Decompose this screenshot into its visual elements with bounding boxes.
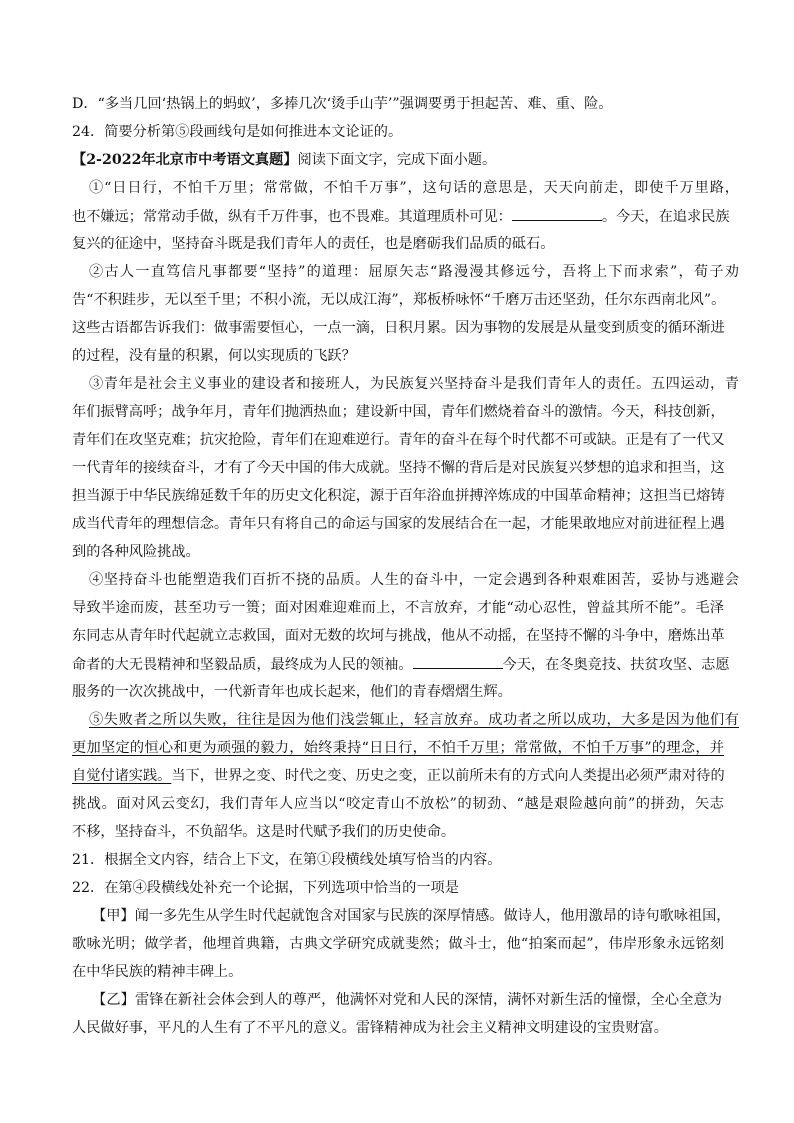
- para4-line1: ④坚持奋斗也能塑造我们百折不挠的品质。人生的奋斗中，一定会遇到各种艰难困苦，妥协与逃避会: [89, 572, 739, 588]
- para2-line4: 的过程，没有量的积累，何以实现质的飞跃？: [72, 348, 356, 364]
- para4-line3: 东同志从青年时代起就立志救国，面对无数的坎坷与挑战，他从不动摇，在坚持不懈的斗争中，磨炼出革: [72, 628, 725, 644]
- para5-line1: ⑤失败者之所以失败，往往是因为他们浅尝辄止，轻言放弃。成功者之所以成功，大多是因为他们有: [89, 712, 739, 728]
- para5-line2: 更加坚定的恒心和更为顽强的毅力，始终秉持“日日行，不怕千万里；常常做，不怕千万事”的理念，并: [72, 740, 724, 756]
- para3-line1: ③青年是社会主义事业的建设者和接班人，为民族复兴坚持奋斗是我们青年人的责任。五四运动，青: [89, 376, 739, 392]
- option-jia-line2: 歌咏光明；做学者，他埋首典籍，古典文学研究成就斐然；做斗士，他“拍案而起”，伟岸形象永远铭刻: [72, 936, 724, 952]
- para5-line5: 不移，坚持奋斗，不负韶华。这是时代赋予我们的历史使命。: [72, 824, 456, 840]
- option-jia-line3: 在中华民族的精神丰碑上。: [72, 964, 243, 980]
- para1-line1: ①“日日行，不怕千万里；常常做，不怕千万事”，这句话的意思是，天天向前走，即使千万里路，: [89, 180, 739, 196]
- para1-line2: [72, 206, 730, 227]
- question-24: 24．简要分析第⑤段画线句是如何推进本文论证的。: [72, 124, 403, 140]
- para3-line2: 年们振臂高呼；战争年月，青年们抛洒热血；建设新中国，青年们燃烧着奋斗的激情。今天，科技创新，: [72, 404, 725, 420]
- para5-line4: 挑战。面对风云变幻，我们青年人应当以“咬定青山不放松”的韧劲、“越是艰险越向前”的拼劲，矢志: [72, 796, 724, 812]
- option-yi-line2: 人民做好事，平凡的人生有了不平凡的意义。雷锋精神成为社会主义精神文明建设的宝贵财富。: [72, 1020, 668, 1036]
- para5-line3-rest: 当下，世界之变、时代之变、历史之变，正以前所未有的方式向人类提出必须严肃对待的: [171, 768, 725, 784]
- para3-line6: 成当代青年的理想信念。青年只有将自己的命运与国家的发展结合在一起，才能果敢地应对前进征程上遇: [72, 516, 725, 532]
- option-yi-line1: 【乙】雷锋在新社会体会到人的尊严，他满怀对党和人民的深情，满怀对新生活的憧憬，全心全意为: [92, 992, 722, 1008]
- para4-line4-before: 命者的大无畏精神和坚毅品质，最终成为人民的领袖。: [72, 657, 413, 673]
- question-22: 22．在第④段横线处补充一个论据，下列选项中恰当的一项是: [72, 880, 459, 896]
- para4-line4-after: 今天，在冬奥竞技、扶贫攻坚、志愿: [502, 657, 730, 673]
- para4-line4: [72, 654, 730, 675]
- source-instruction: 阅读下面文字，完成下面小题。: [297, 152, 497, 168]
- para1-line3: 复兴的征途中，坚持奋斗既是我们青年人的责任，也是磨砺我们品质的砥石。: [72, 236, 555, 252]
- source-tag: 【2-2022年北京市中考语文真题】: [72, 152, 298, 168]
- para4-line2: 导致半途而废，甚至功亏一篑；面对困难迎难而上，不言放弃，才能“动心忍性，曾益其所不能”。毛泽: [72, 600, 724, 616]
- para5-line3: [72, 766, 725, 786]
- option-jia-line1: 【甲】闻一多先生从学生时代起就饱含对国家与民族的深厚情感。做诗人，他用激昂的诗句歌咏祖国，: [92, 908, 731, 924]
- para3-line7: 到的各种风险挑战。: [72, 544, 200, 560]
- para3-line5: 担当源于中华民族绵延数千年的历史文化积淀，源于百年浴血拼搏淬炼成的中国革命精神；这担当已熔铸: [72, 488, 725, 504]
- question-21: 21．根据全文内容，结合上下文，在第①段横线处填写恰当的内容。: [72, 852, 502, 868]
- fill-blank-2: [413, 654, 503, 669]
- para1-line2-after: 。今天，在追求民族: [601, 209, 730, 225]
- source-line: [72, 150, 496, 170]
- para2-line2: 告“不积跬步，无以至千里；不积小流，无以成江海”，郑板桥咏怀“千磨万击还坚劲，任尔东西南北风”。: [72, 292, 726, 308]
- para2-line1: ②古人一直笃信凡事都要“坚持”的道理：屈原矢志“路漫漫其修远兮，吾将上下而求索”，荀子劝: [89, 264, 739, 280]
- option-d: D．“多当几回‘热锅上的蚂蚁’，多捧几次‘烫手山芋’”强调要勇于担起苦、难、重、险。: [72, 96, 613, 112]
- para3-line3: 青年们在攻坚克难；抗灾抢险，青年们在迎难逆行。青年的奋斗在每个时代都不可或缺。正是有了一代又: [72, 432, 725, 448]
- para1-line2-before: 也不嫌远；常常动手做，纵有千万件事，也不畏难。其道理质朴可见：: [72, 209, 512, 225]
- fill-blank-1: [512, 206, 602, 221]
- para2-line3: 这些古语都告诉我们：做事需要恒心，一点一滴，日积月累。因为事物的发展是从量变到质变的循环渐进: [72, 320, 725, 336]
- para5-line3-underlined: 自觉付诸实践。: [72, 768, 172, 784]
- para4-line5: 服务的一次次挑战中，一代新青年也成长起来，他们的青春熠熠生辉。: [72, 684, 512, 700]
- para3-line4: 一代青年的接续奋斗，才有了今天中国的伟大成就。坚持不懈的背后是对民族复兴梦想的追求和担当，这: [72, 460, 725, 476]
